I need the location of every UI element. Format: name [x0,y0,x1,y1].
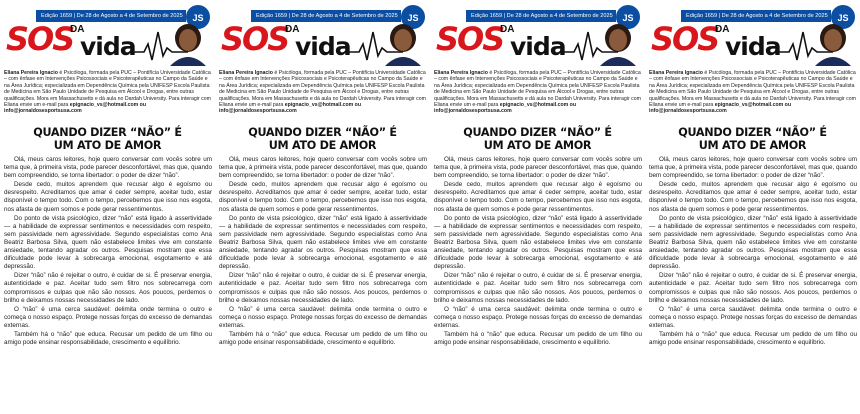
title-line-2: UM ATO DE AMOR [268,139,377,152]
bio-text: é Psicóloga, formada pela PUC – Pontifícia Universidade Católica – com ênfase em Intervenções Psicossociais e Psicoterapêuticas no Campo da Saúde e na Área Jurídica; especializada em Dependência Química pela UNIFESP Escola Paulista de Medicina em São Paulo Unidade de Pesquisa em Álcool e Drogas, entre outras qualificações. Mora em Massachusetts e dá aula no Dardah University. Para interagir com Eliana envie um e-mail para [4,70,211,109]
article-body [219,156,427,348]
logo-sos: SOS [6,20,74,58]
author-bio [4,70,212,115]
logo-sos: SOS [221,20,289,58]
logo-vida: vida [80,32,136,61]
edition-bar: Edição 1659 | De 28 de Agosto a 4 de Setembro de 2025 [466,10,616,22]
title-line-1: QUANDO DIZER “NÃO” É [678,126,827,139]
badge-label: JS [622,13,634,23]
paragraph: Do ponto de vista psicológico, dizer “não” está ligado à assertividade — a habilidade de expressar sentimentos e necessidades com respeito, sem passividade nem agressividade. Segundo especialistas como Ana Beatriz Barbosa Silva, quem não estabelece limites vive em constante ansiedade, tentando agradar os outros. Pesquisas mostram que essa dificuldade pode levar à sobrecarga emocional, esgotamento e até depressão. [649,214,857,271]
logo-vida: vida [725,32,781,61]
paragraph: O “não” é uma cerca saudável: delimita onde termina o outro e começa o nosso espaço. Protege nossas forças do excesso de demandas externas. [219,305,427,329]
edition-bar: Edição 1659 | De 28 de Agosto a 4 de Setembro de 2025 [681,10,831,22]
bio-emails: epignacio_vs@hotmail.com ou info@jornaldosesportsusa.com [4,102,147,115]
logo-da: DA [500,24,515,35]
author-name: Eliana Pereira Ignacio [434,70,488,76]
article-title [645,126,860,152]
paragraph: Desde cedo, muitos aprendem que recusar algo é egoísmo ou desrespeito. Acreditamos que amar é ceder sempre, aceitar tudo, estar disponível o tempo todo. Com o tempo, percebemos que isso nos esgota, nos afasta de quem somos e pode gerar ressentimentos. [434,181,642,213]
article-body [434,156,642,348]
paragraph: Do ponto de vista psicológico, dizer “não” está ligado à assertividade — a habilidade de expressar sentimentos e necessidades com respeito, sem passividade nem agressividade. Segundo especialistas como Ana Beatriz Barbosa Silva, quem não estabelece limites vive em constante ansiedade, tentando agradar os outros. Pesquisas mostram que essa dificuldade pode levar à sobrecarga emocional, esgotamento e até depressão. [434,214,642,271]
article-body [649,156,857,348]
badge-label: JS [192,13,204,23]
paragraph: Desde cedo, muitos aprendem que recusar algo é egoísmo ou desrespeito. Acreditamos que amar é ceder sempre, aceitar tudo, estar disponível o tempo todo. Com o tempo, percebemos que isso nos esgota, nos afasta de quem somos e pode gerar ressentimentos. [649,181,857,213]
author-name: Eliana Pereira Ignacio [4,70,58,76]
bio-text: é Psicóloga, formada pela PUC – Pontifícia Universidade Católica – com ênfase em Intervenções Psicossociais e Psicoterapêuticas no Campo da Saúde e na Área Jurídica; especializada em Dependência Química pela UNIFESP Escola Paulista de Medicina em São Paulo Unidade de Pesquisa em Álcool e Drogas, entre outras qualificações. Mora em Massachusetts e dá aula no Dardah University. Para interagir com Eliana envie um e-mail para [219,70,426,109]
column-panel-1 [0,0,215,414]
badge-label: JS [407,13,419,23]
bio-emails: epignacio_vs@hotmail.com ou info@jornaldosesportsusa.com [434,102,577,115]
title-line-1: QUANDO DIZER “NÃO” É [463,126,612,139]
paragraph: Olá, meus caros leitores, hoje quero conversar com vocês sobre um tema que, à primeira vista, pode parecer desconfortável, mas que, quando bem compreendido, se torna libertador: o poder de dizer “não”. [434,156,642,180]
paragraph: Olá, meus caros leitores, hoje quero conversar com vocês sobre um tema que, à primeira vista, pode parecer desconfortável, mas que, quando bem compreendido, se torna libertador: o poder de dizer “não”. [219,156,427,180]
paragraph: O “não” é uma cerca saudável: delimita onde termina o outro e começa o nosso espaço. Protege nossas forças do excesso de demandas externas. [434,305,642,329]
author-name: Eliana Pereira Ignacio [219,70,273,76]
paragraph: Também há o “não” que educa. Recusar um pedido de um filho ou amigo pode ensinar responsabilidade, crescimento e equilíbrio. [649,330,857,347]
logo-sos: SOS [651,20,719,58]
paragraph: Também há o “não” que educa. Recusar um pedido de um filho ou amigo pode ensinar responsabilidade, crescimento e equilíbrio. [4,330,212,347]
article-title [0,126,215,152]
author-portrait [598,22,638,66]
author-bio [434,70,642,115]
author-name: Eliana Pereira Ignacio [649,70,703,76]
logo-sos: SOS [436,20,504,58]
paragraph: Também há o “não” que educa. Recusar um pedido de um filho ou amigo pode ensinar responsabilidade, crescimento e equilíbrio. [219,330,427,347]
title-line-2: UM ATO DE AMOR [483,139,592,152]
title-line-1: QUANDO DIZER “NÃO” É [248,126,397,139]
article-title [215,126,430,152]
paragraph: Desde cedo, muitos aprendem que recusar algo é egoísmo ou desrespeito. Acreditamos que amar é ceder sempre, aceitar tudo, estar disponível o tempo todo. Com o tempo, percebemos que isso nos esgota, nos afasta de quem somos e pode gerar ressentimentos. [219,181,427,213]
bio-text: é Psicóloga, formada pela PUC – Pontifícia Universidade Católica – com ênfase em Intervenções Psicossociais e Psicoterapêuticas no Campo da Saúde e na Área Jurídica; especializada em Dependência Química pela UNIFESP Escola Paulista de Medicina em São Paulo Unidade de Pesquisa em Álcool e Drogas, entre outras qualificações. Mora em Massachusetts e dá aula no Dardah University. Para interagir com Eliana envie um e-mail para [434,70,641,109]
bio-emails: epignacio_vs@hotmail.com ou info@jornaldosesportsusa.com [649,102,792,115]
title-line-2: UM ATO DE AMOR [698,139,807,152]
column-panel-4 [645,0,860,414]
column-panel-3 [430,0,645,414]
author-portrait [383,22,423,66]
paragraph: Dizer “não” não é rejeitar o outro, é cuidar de si. É preservar energia, autenticidade e paz. Aceitar tudo sem filtro nos sobrecarrega com compromissos e culpas que não são nossos. Aos poucos, perdemos o brilho e deixamos nossas necessidades de lado. [649,272,857,304]
badge-label: JS [837,13,849,23]
paragraph: Olá, meus caros leitores, hoje quero conversar com vocês sobre um tema que, à primeira vista, pode parecer desconfortável, mas que, quando bem compreendido, se torna libertador: o poder de dizer “não”. [649,156,857,180]
author-portrait [168,22,208,66]
paragraph: O “não” é uma cerca saudável: delimita onde termina o outro e começa o nosso espaço. Protege nossas forças do excesso de demandas externas. [4,305,212,329]
column-panel-2 [215,0,430,414]
logo-da: DA [715,24,730,35]
paragraph: Dizer “não” não é rejeitar o outro, é cuidar de si. É preservar energia, autenticidade e paz. Aceitar tudo sem filtro nos sobrecarrega com compromissos e culpas que não são nossos. Aos poucos, perdemos o brilho e deixamos nossas necessidades de lado. [434,272,642,304]
bio-emails: epignacio_vs@hotmail.com ou info@jornaldosesportsusa.com [219,102,362,115]
paragraph: Do ponto de vista psicológico, dizer “não” está ligado à assertividade — a habilidade de expressar sentimentos e necessidades com respeito, sem passividade nem agressividade. Segundo especialistas como Ana Beatriz Barbosa Silva, quem não estabelece limites vive em constante ansiedade, tentando agradar os outros. Pesquisas mostram que essa dificuldade pode levar à sobrecarga emocional, esgotamento e até depressão. [219,214,427,271]
logo-da: DA [285,24,300,35]
article-title [430,126,645,152]
edition-bar: Edição 1659 | De 28 de Agosto a 4 de Setembro de 2025 [251,10,401,22]
logo-da: DA [70,24,85,35]
paragraph: Dizer “não” não é rejeitar o outro, é cuidar de si. É preservar energia, autenticidade e paz. Aceitar tudo sem filtro nos sobrecarrega com compromissos e culpas que não são nossos. Aos poucos, perdemos o brilho e deixamos nossas necessidades de lado. [4,272,212,304]
article-body [4,156,212,348]
logo-vida: vida [295,32,351,61]
author-bio [219,70,427,115]
title-line-1: QUANDO DIZER “NÃO” É [33,126,182,139]
paragraph: Dizer “não” não é rejeitar o outro, é cuidar de si. É preservar energia, autenticidade e paz. Aceitar tudo sem filtro nos sobrecarrega com compromissos e culpas que não são nossos. Aos poucos, perdemos o brilho e deixamos nossas necessidades de lado. [219,272,427,304]
paragraph: Desde cedo, muitos aprendem que recusar algo é egoísmo ou desrespeito. Acreditamos que amar é ceder sempre, aceitar tudo, estar disponível o tempo todo. Com o tempo, percebemos que isso nos esgota, nos afasta de quem somos e pode gerar ressentimentos. [4,181,212,213]
paragraph: Olá, meus caros leitores, hoje quero conversar com vocês sobre um tema que, à primeira vista, pode parecer desconfortável, mas que, quando bem compreendido, se torna libertador: o poder de dizer “não”. [4,156,212,180]
author-bio [649,70,857,115]
title-line-2: UM ATO DE AMOR [53,139,162,152]
paragraph: O “não” é uma cerca saudável: delimita onde termina o outro e começa o nosso espaço. Protege nossas forças do excesso de demandas externas. [649,305,857,329]
edition-bar: Edição 1659 | De 28 de Agosto a 4 de Setembro de 2025 [36,10,186,22]
bio-text: é Psicóloga, formada pela PUC – Pontifícia Universidade Católica – com ênfase em Intervenções Psicossociais e Psicoterapêuticas no Campo da Saúde e na Área Jurídica; especializada em Dependência Química pela UNIFESP Escola Paulista de Medicina em São Paulo Unidade de Pesquisa em Álcool e Drogas, entre outras qualificações. Mora em Massachusetts e dá aula no Dardah University. Para interagir com Eliana envie um e-mail para [649,70,856,109]
paragraph: Do ponto de vista psicológico, dizer “não” está ligado à assertividade — a habilidade de expressar sentimentos e necessidades com respeito, sem passividade nem agressividade. Segundo especialistas como Ana Beatriz Barbosa Silva, quem não estabelece limites vive em constante ansiedade, tentando agradar os outros. Pesquisas mostram que essa dificuldade pode levar à sobrecarga emocional, esgotamento e até depressão. [4,214,212,271]
paragraph: Também há o “não” que educa. Recusar um pedido de um filho ou amigo pode ensinar responsabilidade, crescimento e equilíbrio. [434,330,642,347]
author-portrait [813,22,853,66]
logo-vida: vida [510,32,566,61]
